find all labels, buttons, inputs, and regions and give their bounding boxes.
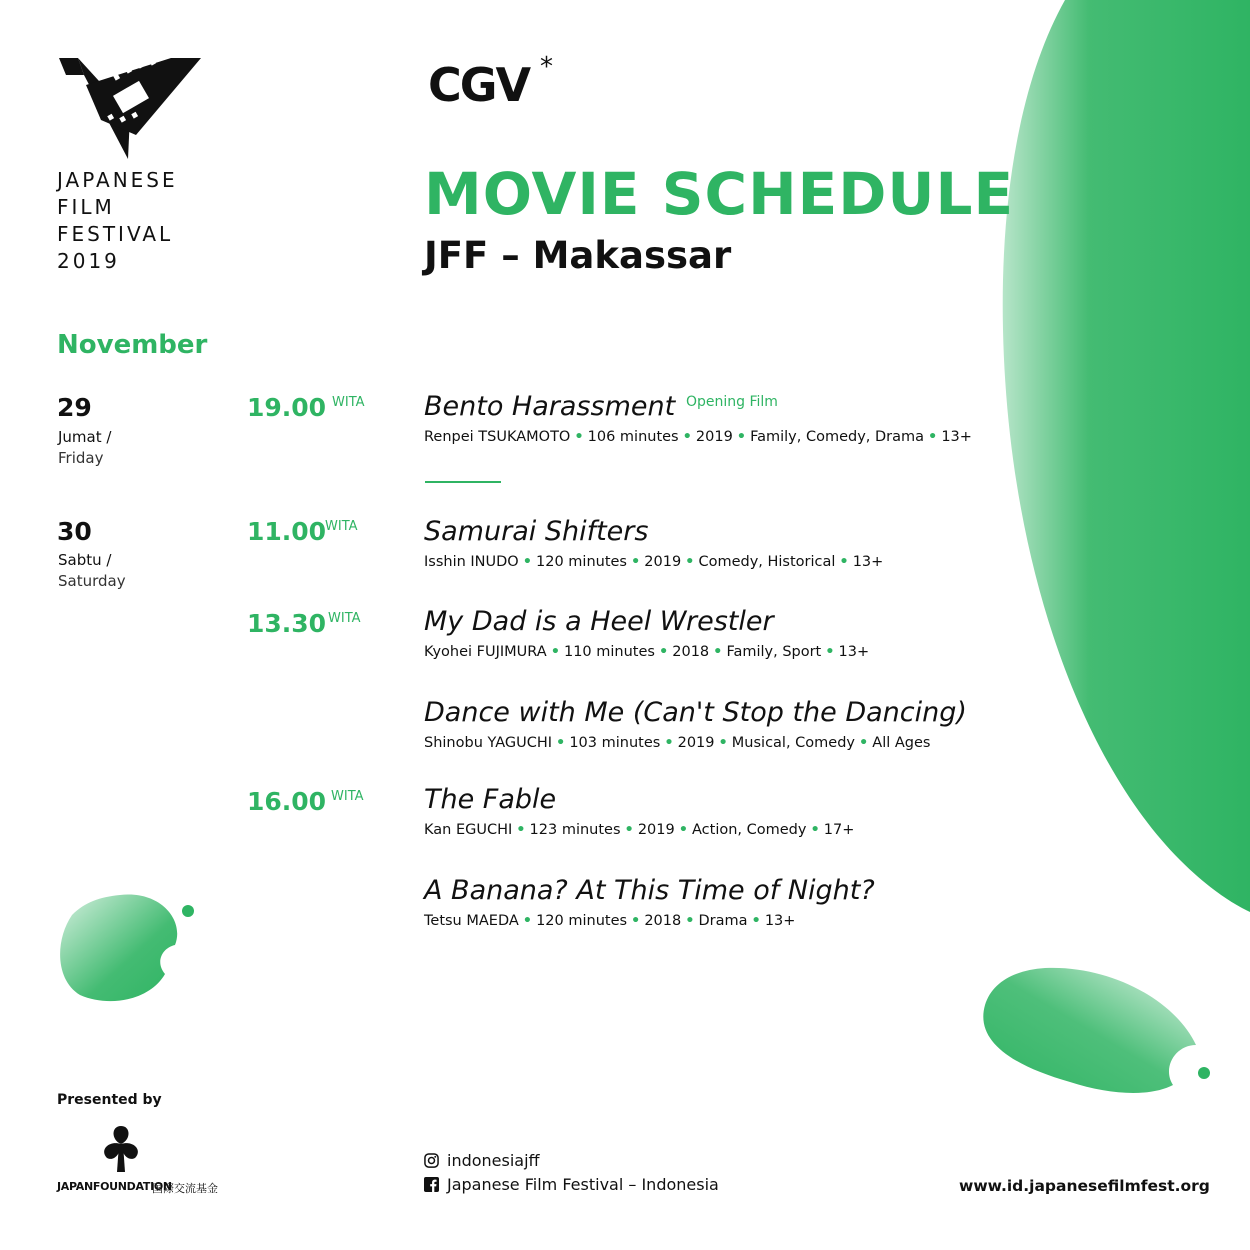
page-subtitle: JFF – Makassar — [424, 234, 732, 277]
day-name-en: Saturday — [58, 572, 126, 590]
film-meta-item: Family, Comedy, Drama — [750, 429, 925, 445]
opening-film-tag: Opening Film — [686, 394, 778, 410]
film-meta-item: Kyohei FUJIMURA — [424, 644, 547, 660]
film-title: Bento Harassment — [424, 391, 676, 422]
film-meta-item: Musical, Comedy — [731, 735, 855, 751]
film-meta — [424, 822, 854, 838]
bottom-right-dot — [1198, 1067, 1210, 1079]
film-meta-item: Drama — [698, 913, 748, 929]
film-meta-item: Comedy, Historical — [698, 554, 836, 570]
film-meta-item: Shinobu YAGUCHI — [424, 735, 553, 751]
festival-name-line-2: FILM — [57, 195, 115, 219]
facebook-link[interactable] — [424, 1175, 719, 1194]
bullet-separator: • — [664, 735, 674, 751]
month-label: November — [57, 330, 208, 360]
film-meta-item: 13+ — [941, 429, 972, 445]
festival-name-line-1: JAPANESE — [57, 168, 178, 192]
timezone-label: WITA — [328, 611, 361, 626]
sponsor-name: JAPANFOUNDATION — [57, 1180, 172, 1193]
showtime: 16.00 — [247, 787, 327, 816]
film-meta-item: 106 minutes — [587, 429, 679, 445]
bottom-left-dot — [182, 905, 194, 917]
film-meta-item: Isshin INUDO — [424, 554, 519, 570]
film-meta-item: 2018 — [644, 913, 682, 929]
showtime: 11.00 — [247, 517, 327, 546]
website-link[interactable]: www.id.japanesefilmfest.org — [959, 1177, 1210, 1195]
film-meta — [424, 735, 930, 751]
film-title: A Banana? At This Time of Night? — [424, 875, 875, 906]
bullet-separator: • — [685, 913, 695, 929]
film-meta-item: 2019 — [695, 429, 733, 445]
film-meta-item: 13+ — [764, 913, 796, 929]
film-title: My Dad is a Heel Wrestler — [424, 606, 774, 637]
bullet-separator: • — [751, 913, 761, 929]
film-meta-item: 13+ — [852, 554, 884, 570]
bullet-separator: • — [522, 913, 533, 929]
bullet-separator: • — [550, 644, 560, 660]
day-name-local: Sabtu / — [58, 551, 112, 569]
facebook-icon — [424, 1177, 439, 1192]
bullet-separator: • — [624, 822, 634, 838]
showtime: 19.00 — [247, 393, 327, 422]
bullet-separator: • — [631, 913, 641, 929]
day-date: 29 — [57, 393, 92, 422]
bullet-separator: • — [810, 822, 820, 838]
bullet-separator: • — [556, 735, 566, 751]
large-green-arc — [1003, 0, 1250, 912]
film-meta-item: 103 minutes — [569, 735, 661, 751]
facebook-page-name: Japanese Film Festival – Indonesia — [447, 1175, 719, 1194]
film-meta-item: 120 minutes — [536, 913, 628, 929]
film-meta-item: Family, Sport — [726, 644, 822, 660]
film-meta-item: 13+ — [838, 644, 870, 660]
presented-by-label: Presented by — [57, 1092, 162, 1108]
film-meta-item: 2019 — [637, 822, 675, 838]
film-meta-item: 123 minutes — [529, 822, 621, 838]
film-title: Dance with Me (Can't Stop the Dancing) — [424, 697, 967, 728]
film-meta-item: 17+ — [823, 822, 855, 838]
film-meta-item: 120 minutes — [536, 554, 627, 570]
bullet-separator: • — [736, 429, 747, 445]
festival-name-line-3: FESTIVAL — [57, 222, 174, 246]
cgv-star-icon: * — [540, 52, 553, 82]
film-meta-item: 2018 — [672, 644, 710, 660]
bullet-separator: • — [574, 429, 584, 445]
day-name-en: Friday — [58, 449, 104, 467]
bullet-separator: • — [682, 429, 692, 445]
festival-year: 2019 — [57, 249, 120, 273]
film-meta-item: 2019 — [677, 735, 715, 751]
timezone-label: WITA — [331, 789, 364, 804]
day-date: 30 — [57, 517, 92, 546]
film-meta-item: 2019 — [644, 554, 682, 570]
bullet-separator: • — [825, 644, 835, 660]
film-meta-item: Action, Comedy — [692, 822, 807, 838]
festival-logo — [56, 55, 206, 165]
bottom-right-blob — [983, 968, 1196, 1093]
film-meta-item: All Ages — [872, 735, 931, 751]
bottom-left-blob — [60, 894, 177, 1001]
section-divider — [425, 481, 501, 483]
film-meta — [424, 913, 795, 929]
film-title: Samurai Shifters — [424, 516, 649, 547]
bullet-separator: • — [839, 554, 849, 570]
timezone-label: WITA — [332, 395, 365, 410]
timezone-label: WITA — [325, 519, 358, 534]
film-meta-item: Kan EGUCHI — [424, 822, 513, 838]
film-meta — [424, 644, 869, 660]
instagram-link[interactable] — [424, 1151, 540, 1170]
film-meta — [424, 554, 883, 570]
bullet-separator: • — [516, 822, 526, 838]
bullet-separator: • — [678, 822, 688, 838]
bullet-separator: • — [859, 735, 869, 751]
bullet-separator: • — [718, 735, 728, 751]
film-meta — [424, 429, 972, 445]
page-title: MOVIE SCHEDULE — [424, 160, 1015, 228]
day-name-local: Jumat / — [58, 428, 112, 446]
film-meta-item: 110 minutes — [563, 644, 655, 660]
bullet-separator: • — [522, 554, 532, 570]
film-title: The Fable — [424, 784, 557, 815]
bullet-separator: • — [685, 554, 695, 570]
film-meta-item: Renpei TSUKAMOTO — [424, 429, 571, 445]
film-meta-item: Tetsu MAEDA — [424, 913, 519, 929]
showtime: 13.30 — [247, 609, 327, 638]
japan-foundation-logo-icon — [95, 1122, 147, 1174]
bullet-separator: • — [928, 429, 938, 445]
instagram-handle: indonesiajff — [447, 1151, 540, 1170]
bullet-separator: • — [658, 644, 669, 660]
sponsor-name-jp: 国際交流基金 — [152, 1182, 218, 1195]
instagram-icon — [424, 1153, 439, 1168]
cgv-logo: CGV — [428, 58, 530, 112]
bullet-separator: • — [630, 554, 641, 570]
bullet-separator: • — [713, 644, 723, 660]
